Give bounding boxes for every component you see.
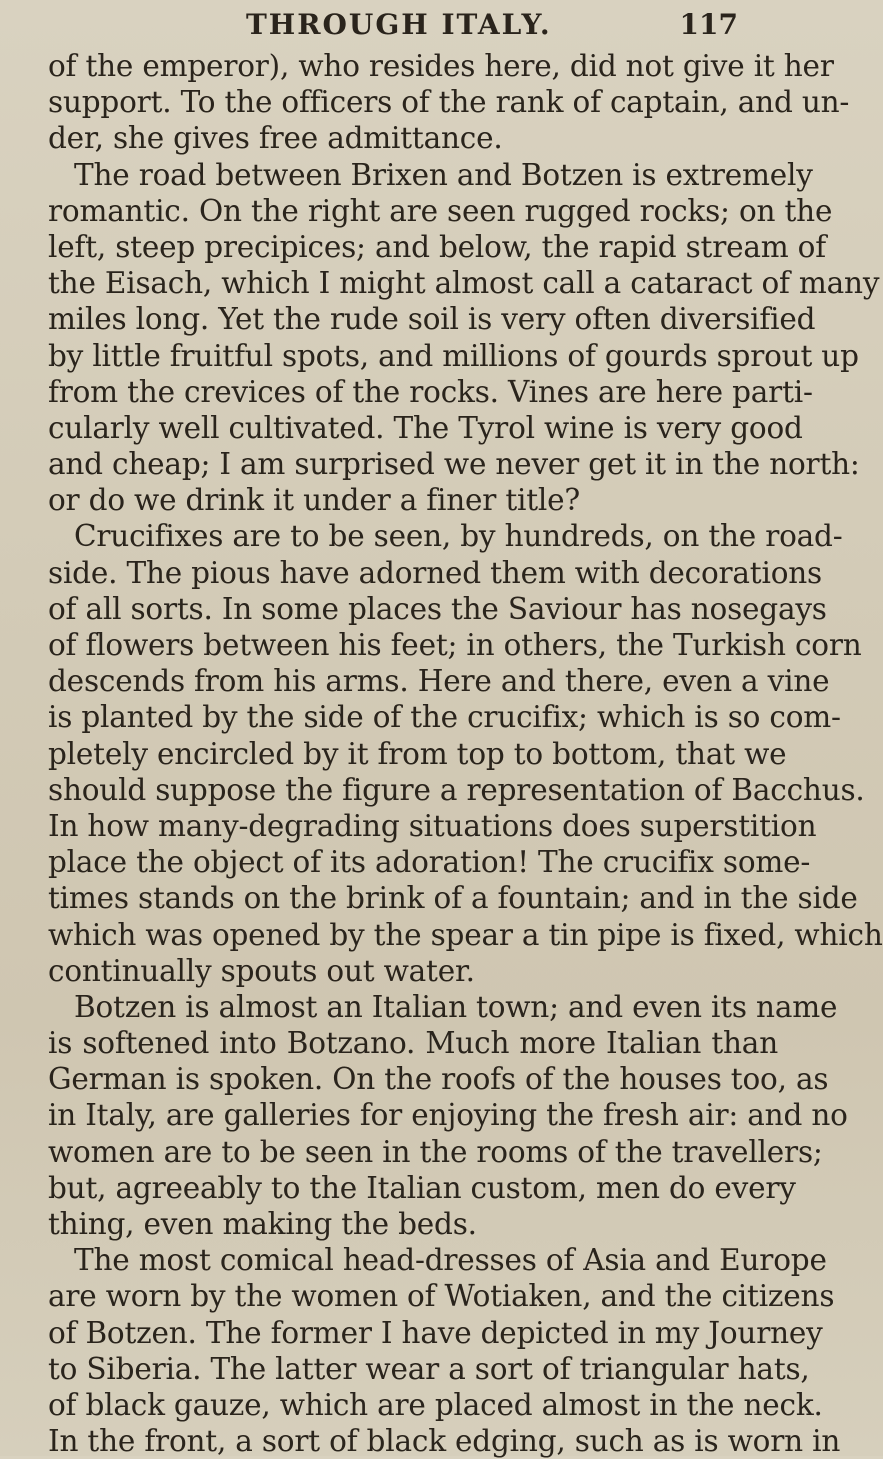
text-line: of flowers between his feet; in others, the Turkish corn (48, 628, 862, 662)
text-line: side. The pious have adorned them with decorations (48, 555, 822, 590)
running-head (48, 8, 778, 44)
text-line: Crucifixes are to be seen, by hundreds, on the road- (74, 519, 843, 554)
text-line: are worn by the women of Wotiaken, and the citizens (48, 1279, 835, 1314)
text-line: support. To the officers of the rank of captain, and un- (48, 85, 850, 120)
text-line: women are to be seen in the rooms of the travellers; (48, 1134, 823, 1169)
text-line: left, steep precipices; and below, the rapid stream of (48, 229, 826, 264)
text-line: Botzen is almost an Italian town; and even its name (74, 989, 838, 1024)
body-text (48, 48, 883, 1459)
text-line: of Botzen. The former I have depicted in my Journey (48, 1315, 823, 1350)
text-line: in Italy, are galleries for enjoying the fresh air: and no (48, 1098, 848, 1133)
text-line: In how many-degrading situations does superstition (48, 808, 817, 843)
page-number: 117 (679, 8, 738, 41)
running-title: THROUGH ITALY. (245, 8, 552, 41)
text-line: should suppose the figure a representation of Bacchus. (48, 772, 865, 807)
text-line: from the crevices of the rocks. Vines are here parti- (48, 374, 813, 409)
text-line: pletely encircled by it from top to bottom, that we (48, 736, 787, 771)
text-line: is softened into Botzano. Much more Italian than (48, 1026, 778, 1061)
text-line: but, agreeably to the Italian custom, men do every (48, 1170, 796, 1205)
text-line: der, she gives free admittance. (48, 121, 503, 156)
text-line: continually spouts out water. (48, 953, 475, 988)
text-line: miles long. Yet the rude soil is very often diversified (48, 302, 816, 337)
text-line: of all sorts. In some places the Saviour has nosegays (48, 591, 827, 626)
text-line: descends from his arms. Here and there, even a vine (48, 664, 830, 699)
text-line: by little fruitful spots, and millions of gourds sprout up (48, 338, 859, 373)
text-line: to Siberia. The latter wear a sort of triangular hats, (48, 1351, 810, 1386)
text-line: place the object of its adoration! The crucifix some- (48, 845, 811, 880)
text-line: is planted by the side of the crucifix; which is so com- (48, 700, 841, 735)
text-line: which was opened by the spear a tin pipe is fixed, which (48, 917, 883, 952)
text-line: In the front, a sort of black edging, such as is worn in (48, 1424, 841, 1459)
text-line: times stands on the brink of a fountain; and in the side (48, 881, 858, 916)
text-line: German is spoken. On the roofs of the houses too, as (48, 1062, 829, 1097)
text-line: and cheap; I am surprised we never get it in the north: (48, 447, 860, 482)
text-line: cularly well cultivated. The Tyrol wine is very good (48, 410, 803, 445)
text-line: thing, even making the beds. (48, 1207, 477, 1241)
text-line: or do we drink it under a finer title? (48, 483, 581, 518)
text-line: of the emperor), who resides here, did not give it her (48, 49, 834, 83)
text-line: the Eisach, which I might almost call a cataract of many (48, 266, 880, 301)
text-line: of black gauze, which are placed almost in the neck. (48, 1387, 823, 1422)
text-line: romantic. On the right are seen rugged rocks; on the (48, 193, 833, 228)
text-line: The most comical head-dresses of Asia and Europe (74, 1243, 827, 1278)
text-line: The road between Brixen and Botzen is extremely (74, 157, 813, 192)
